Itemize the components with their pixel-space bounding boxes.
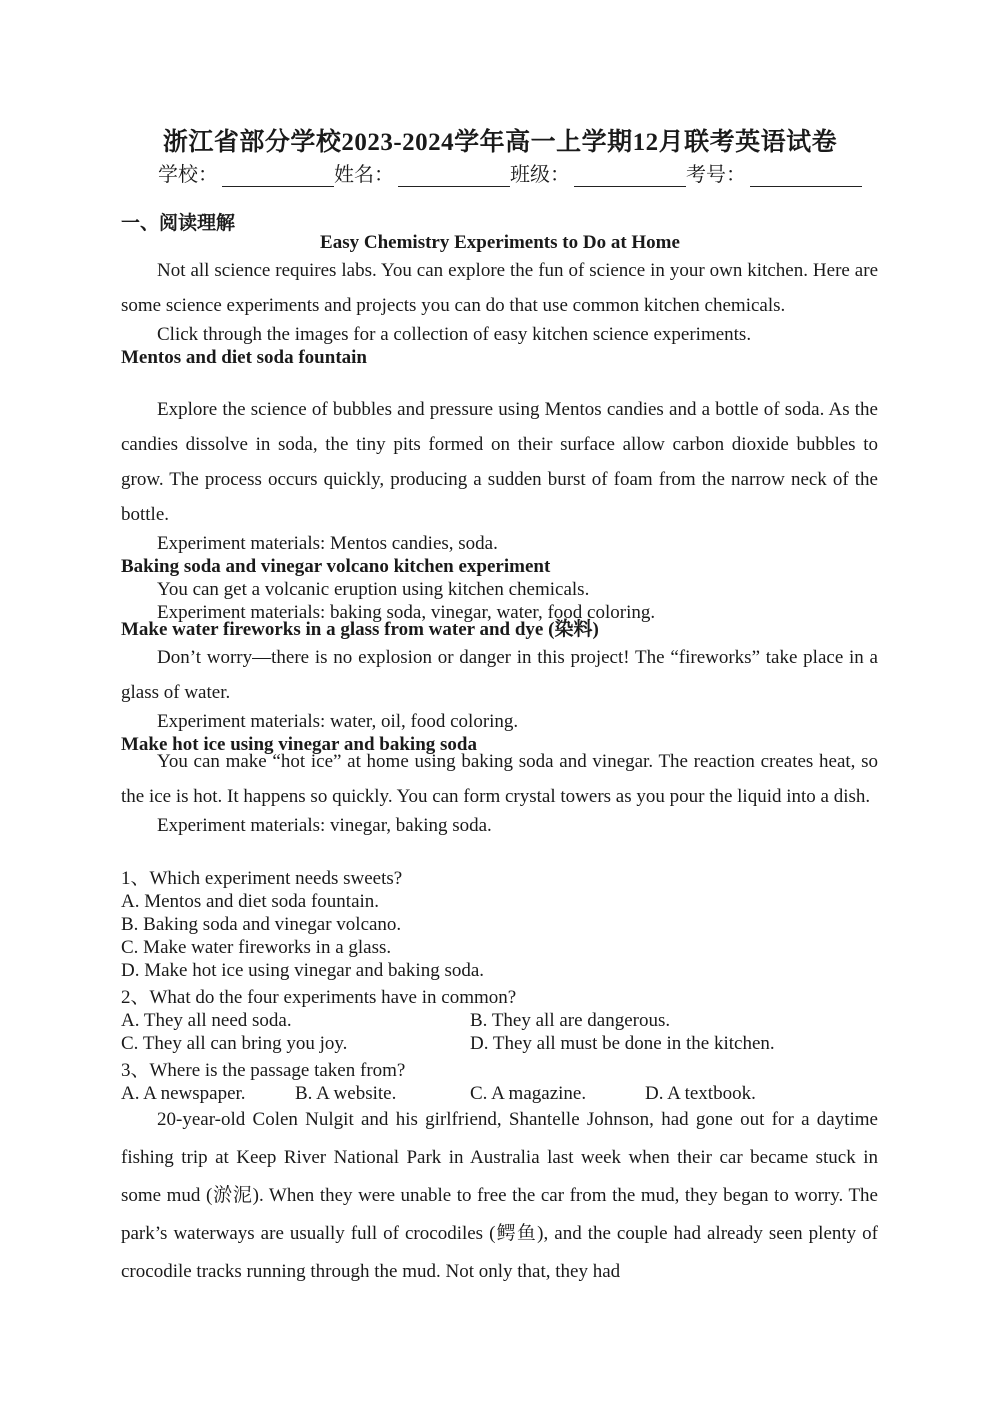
student-info-fields (158, 158, 862, 187)
name-blank (398, 166, 510, 187)
question-3-option-c: C. A magazine. (470, 1083, 587, 1104)
exam-number-label: 考号： (686, 164, 746, 186)
questions (121, 867, 878, 1105)
experiment-4-heading: Make hot ice using vinegar and baking soda (121, 734, 477, 755)
section-title: 一、阅读理解 (121, 213, 236, 234)
experiment-3-block (121, 618, 878, 641)
experiment-3-heading: Make water fireworks in a glass from water and dye (染料) (121, 619, 599, 640)
click-paragraph: Click through the images for a collection of easy kitchen science experiments. (157, 324, 752, 345)
experiment-1-heading: Mentos and diet soda fountain (121, 347, 367, 368)
exam-number-field (686, 158, 862, 187)
experiment-2-text: You can get a volcanic eruption using kitchen chemicals. (157, 579, 590, 600)
experiment-2-heading: Baking soda and vinegar volcano kitchen experiment (121, 556, 551, 577)
experiment-4-materials: Experiment materials: vinegar, baking soda. (157, 815, 492, 836)
school-label: 学校： (158, 164, 218, 186)
class-blank (574, 166, 686, 187)
question-3-option-b: B. A website. (295, 1083, 397, 1104)
name-field (334, 158, 510, 187)
passage-title: Easy Chemistry Experiments to Do at Home (320, 232, 680, 253)
experiment-1-materials: Experiment materials: Mentos candies, soda. (157, 533, 498, 554)
question-2-option-a: A. They all need soda. (121, 1010, 292, 1031)
question-2: 2、What do the four experiments have in common? (121, 987, 517, 1008)
question-3: 3、Where is the passage taken from? (121, 1060, 406, 1081)
intro-paragraph: Not all science requires labs. You can explore the fun of science in your own kitchen. Here are some science experiments and projects you can do that use common kitchen chemicals. (121, 260, 878, 316)
question-1-option-b: B. Baking soda and vinegar volcano. (121, 914, 402, 935)
question-3-option-d: D. A textbook. (645, 1083, 756, 1104)
passage-2 (121, 1101, 878, 1291)
passage-1 (121, 253, 878, 369)
experiment-3-text: Don’t worry—there is no explosion or danger in this project! The “fireworks” take place in a glass of water. (121, 647, 878, 703)
exam-title: 浙江省部分学校2023-2024学年高一上学期12月联考英语试卷 (162, 129, 838, 156)
class-field (510, 158, 686, 187)
question-2-options-row-1 (121, 1009, 878, 1032)
question-1: 1、Which experiment needs sweets? (121, 868, 403, 889)
experiment-3-materials: Experiment materials: water, oil, food coloring. (157, 711, 519, 732)
experiment-3-body (121, 640, 878, 756)
question-2-option-d: D. They all must be done in the kitchen. (470, 1033, 775, 1054)
question-1-option-c: C. Make water fireworks in a glass. (121, 937, 392, 958)
experiment-2-materials: Experiment materials: baking soda, vinegar, water, food coloring. (157, 602, 656, 623)
passage-2-text: 20-year-old Colen Nulgit and his girlfriend, Shantelle Johnson, had gone out for a daytime fishing trip at Keep River National Park in Australia last week when their car became stuck in some mud (淤泥). When they were unable to free the car from the mud, they began to worry. The park’s waterways are usually full of crocodiles (鳄鱼), and the couple had already seen plenty of crocodile tracks running through the mud. Not only that, they had (121, 1109, 878, 1282)
experiment-1-text: Explore the science of bubbles and pressure using Mentos candies and a bottle of soda. As the candies dissolve in soda, the tiny pits formed on their surface allow carbon dioxide bubbles to grow. The process occurs quickly, producing a sudden burst of foam from the narrow neck of the bottle. (121, 399, 878, 525)
question-3-option-a: A. A newspaper. (121, 1083, 246, 1104)
question-2-options-row-2 (121, 1032, 878, 1055)
school-blank (222, 166, 334, 187)
experiment-1-body (121, 392, 878, 624)
name-label: 姓名： (334, 164, 394, 186)
exam-number-blank (750, 166, 862, 187)
experiment-4-text: You can make “hot ice” at home using baking soda and vinegar. The reaction creates heat, so the ice is hot. It happens so quickly. You can form crystal towers as you pour the liquid into a dish. (121, 751, 878, 807)
question-2-option-b: B. They all are dangerous. (470, 1010, 671, 1031)
school-field (158, 158, 334, 187)
question-1-option-a: A. Mentos and diet soda fountain. (121, 891, 380, 912)
class-label: 班级： (510, 164, 570, 186)
question-2-option-c: C. They all can bring you joy. (121, 1033, 348, 1054)
question-1-option-d: D. Make hot ice using vinegar and baking soda. (121, 960, 485, 981)
experiment-4-body (121, 744, 878, 837)
